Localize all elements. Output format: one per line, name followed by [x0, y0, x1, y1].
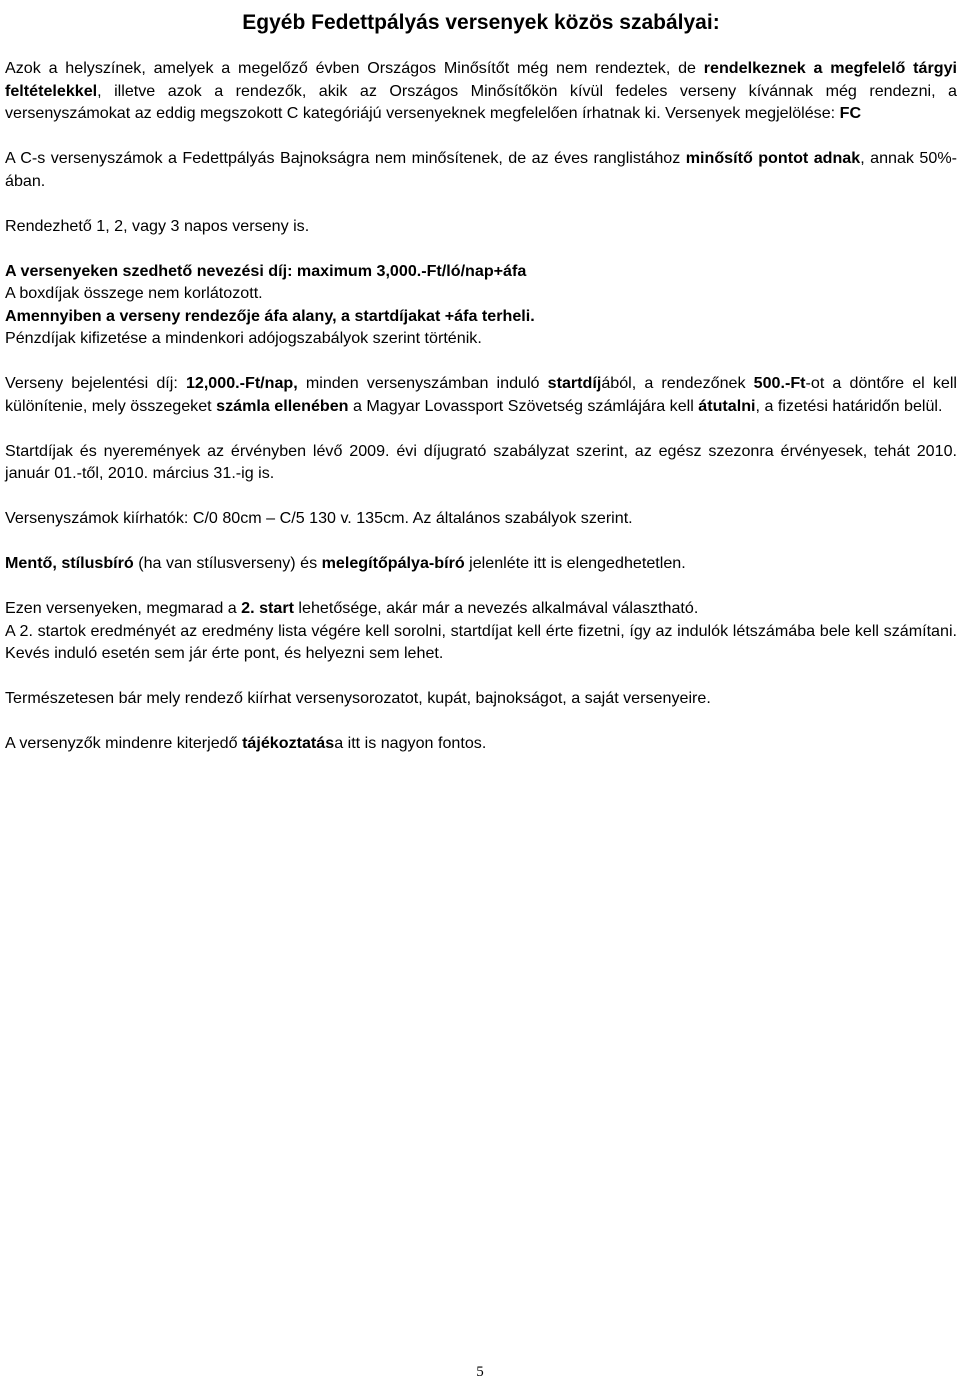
page-title: Egyéb Fedettpályás versenyek közös szabályai:: [242, 11, 720, 34]
box-fee-line: A boxdíjak összege nem korlátozott.: [5, 284, 263, 302]
prize-money-line: Pénzdíjak kifizetése a mindenkori adójogszabályok szerint történik.: [5, 329, 482, 347]
page-number: 5: [476, 1364, 484, 1380]
paragraph-second-start-results: A 2. startok eredményét az eredmény lista végére kell sorolni, startdíjat kell érte fizetni, így az indulók létszámába bele kell számítani. Kevés induló esetén sem jár érte pont, és helyezni sem lehet.: [5, 621, 957, 662]
paragraph-duration: Rendezhető 1, 2, vagy 3 napos verseny is.: [5, 216, 310, 235]
vat-line: Amennyiben a verseny rendezője áfa alany, a startdíjakat +áfa terheli.: [5, 306, 535, 325]
paragraph-c-classification: A C-s versenyszámok a Fedettpályás Bajnokságra nem minősítenek, de az éves ranglistához minősítő pontot adnak, annak 50%-ában.: [5, 149, 957, 190]
paragraph-categories: Versenyszámok kiírhatók: C/0 80cm – C/5 130 v. 135cm. Az általános szabályok szerint.: [5, 509, 633, 527]
document-page: [5, 0, 957, 755]
paragraph-registration-fee: Verseny bejelentési díj: 12,000.-Ft/nap, minden versenyszámban induló startdíjából, a rendezőnek 500.-Ft-ot a döntőre el kell különítenie, mely összegeket számla ellenében a Magyar Lovassport Szövetség számlájára kell átutalni, a fizetési határidőn belül.: [5, 374, 957, 415]
paragraph-second-start: Ezen versenyeken, megmarad a 2. start lehetősége, akár már a nevezés alkalmával választható.: [5, 599, 699, 617]
paragraph-officials: Mentő, stílusbíró (ha van stílusverseny) és melegítőpálya-bíró jelenléte itt is elengedhetetlen.: [5, 554, 686, 572]
paragraph-series: Természetesen bár mely rendező kiírhat versenysorozatot, kupát, bajnokságot, a saját versenyeire.: [5, 689, 711, 707]
paragraph-information: A versenyzők mindenre kiterjedő tájékoztatása itt is nagyon fontos.: [5, 734, 487, 752]
paragraph-locations: Azok a helyszínek, amelyek a megelőző évben Országos Minősítőt még nem rendeztek, de rendelkeznek a megfelelő tárgyi feltételekkel, illetve azok a rendezők, akik az Országos Minősítőkön kívül fedeles verseny kívánnak még rendezni, a versenyszámokat az eddig megszokott C kategóriájú versenyeknek megfelelően írhatnak ki. Versenyek megjelölése: FC: [5, 59, 957, 122]
entry-fee-line: A versenyeken szedhető nevezési díj: maximum 3,000.-Ft/ló/nap+áfa: [5, 261, 527, 280]
paragraph-start-fees: Startdíjak és nyeremények az érvényben lévő 2009. évi díjugrató szabályzat szerint, az egész szezonra érvényesek, tehát 2010. január 01.-től, 2010. március 31.-ig is.: [5, 441, 957, 482]
